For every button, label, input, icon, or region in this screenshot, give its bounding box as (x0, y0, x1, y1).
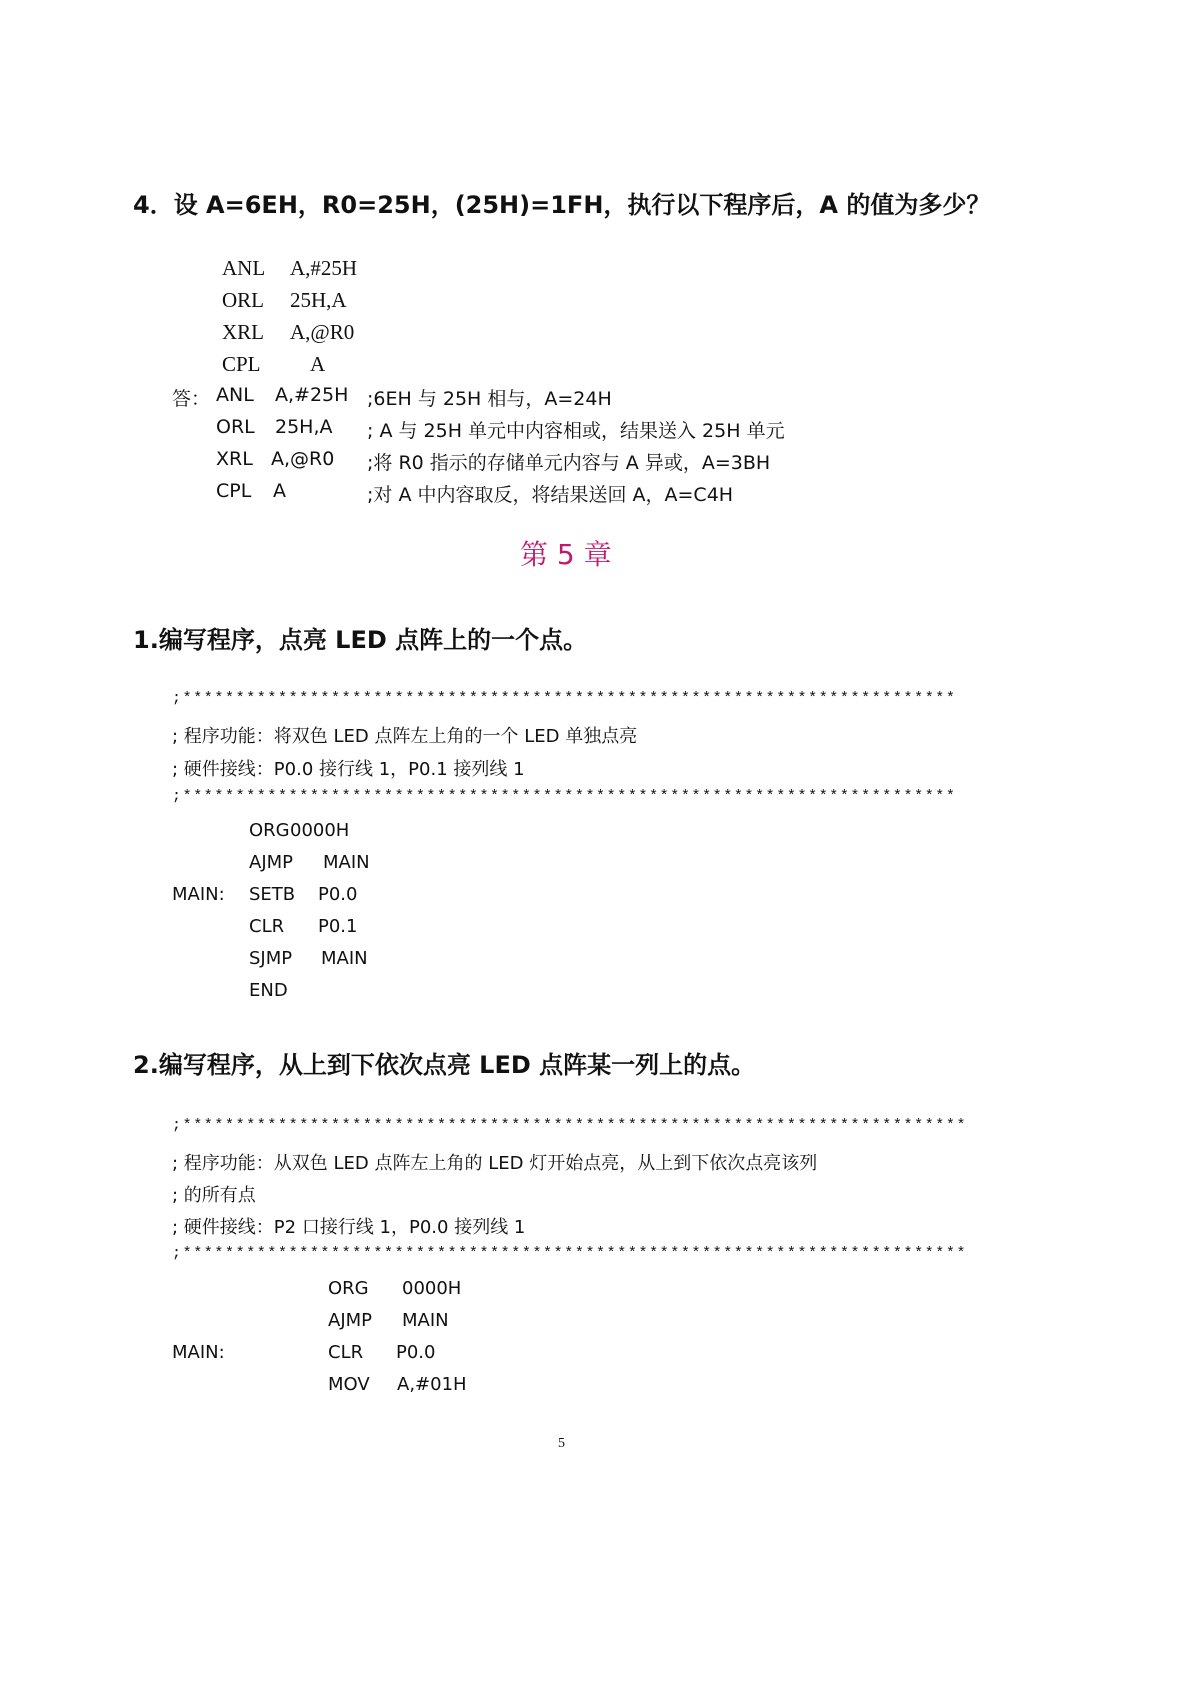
code-op: END (249, 980, 288, 1001)
code-arg: 0000H (402, 1278, 462, 1299)
code-arg: 0000H (290, 820, 350, 841)
code-op: CPL (222, 352, 261, 376)
code-op: ORG (249, 820, 290, 841)
answer-comment: ;6EH 与 25H 相与，A=24H (367, 388, 612, 410)
answer-op: ORL (216, 416, 255, 438)
code-arg: 25H,A (290, 288, 347, 312)
answer-comment: ; A 与 25H 单元中内容相或，结果送入 25H 单元 (367, 420, 785, 442)
code-op: ORG (328, 1278, 369, 1299)
answer-label: 答： (172, 388, 211, 410)
answer-arg: A,#25H (275, 384, 349, 406)
code-arg: P0.1 (318, 916, 358, 937)
code-arg: A (310, 352, 326, 376)
code-op: ORL (222, 288, 264, 312)
code-arg: P0.0 (396, 1342, 436, 1363)
code-op: CLR (328, 1342, 364, 1363)
code-arg: MAIN (321, 948, 368, 969)
comment-line: ; 的所有点 (172, 1185, 256, 1206)
code-arg: MAIN (402, 1310, 449, 1331)
comment-line: ; 程序功能：将双色 LED 点阵左上角的一个 LED 单独点亮 (172, 726, 638, 747)
code-op: XRL (222, 320, 264, 344)
answer-op: XRL (216, 448, 253, 470)
code-label: MAIN: (172, 884, 225, 905)
code-arg: P0.0 (318, 884, 358, 905)
comment-line: ; 程序功能：从双色 LED 点阵左上角的 LED 灯开始点亮，从上到下依次点亮该列 (172, 1153, 818, 1174)
answer-arg: 25H,A (275, 416, 333, 438)
answer-arg: A (273, 480, 286, 502)
code-op: SJMP (249, 948, 293, 969)
code-op: CLR (249, 916, 285, 937)
code-op: SETB (249, 884, 296, 905)
chapter-heading: 第 5 章 (520, 538, 612, 571)
comment-divider: ;************************************************************************* (172, 690, 957, 707)
answer-arg: A,@R0 (271, 448, 335, 470)
comment-line: ; 硬件接线：P0.0 接行线 1，P0.1 接列线 1 (172, 759, 525, 780)
code-arg: A,@R0 (290, 320, 355, 344)
page-number: 5 (558, 1436, 565, 1451)
comment-divider: ;************************************************************************** (172, 1245, 968, 1262)
code-arg: MAIN (323, 852, 370, 873)
code-op: AJMP (249, 852, 294, 873)
comment-divider: ;************************************************************************** (172, 1117, 968, 1134)
code-op: AJMP (328, 1310, 373, 1331)
answer-comment: ;将 R0 指示的存储单元内容与 A 异或，A=3BH (367, 452, 771, 474)
program-2-title: 2.编写程序，从上到下依次点亮 LED 点阵某一列上的点。 (133, 1051, 756, 1079)
question-4-title: 4．设 A=6EH，R0=25H，(25H)=1FH，执行以下程序后，A 的值为多少？ (133, 191, 991, 219)
answer-op: CPL (216, 480, 252, 502)
answer-op: ANL (216, 384, 254, 406)
code-arg: A,#01H (397, 1374, 467, 1395)
answer-comment: ;对 A 中内容取反，将结果送回 A，A=C4H (367, 484, 734, 506)
program-1-title: 1.编写程序，点亮 LED 点阵上的一个点。 (133, 626, 588, 654)
code-arg: A,#25H (290, 256, 358, 280)
code-op: ANL (222, 256, 266, 280)
code-op: MOV (328, 1374, 370, 1395)
comment-divider: ;************************************************************************* (172, 788, 957, 805)
comment-line: ; 硬件接线：P2 口接行线 1，P0.0 接列线 1 (172, 1217, 526, 1238)
code-label: MAIN: (172, 1342, 225, 1363)
